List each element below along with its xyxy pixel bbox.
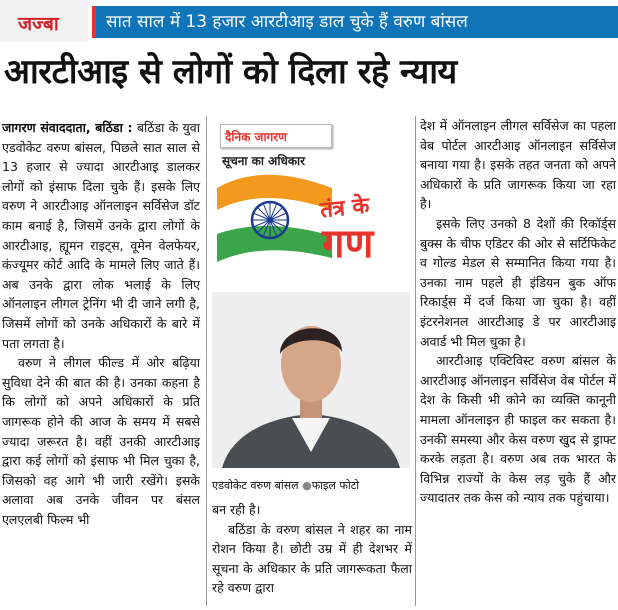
paragraph: वरुण ने लीगल फील्ड में ओर बढ़िया सुविधा देने की बात की है। उनका कहना है कि लोगों को अपने अधिकारों के प्रति जागरूक होने की आज के समय में सबसे ज्यादा जरूरत है। वहीं उनकी आरटीआइ द्वारा कई लोगों को इंसाफ भी मिल चुका है, जिसको वह आगे भी जारी रखेंगे। इसके अलावा अब उनके जीवन पर बंसल एलएलबी फिल्म भी	[2, 355, 200, 527]
kicker-bar	[92, 6, 618, 38]
section-tag: जज्बा	[0, 0, 88, 42]
top-strip	[0, 0, 618, 42]
byline: जागरण संवाददाता, बठिंडा :	[2, 120, 133, 135]
ashoka-chakra-icon	[252, 202, 288, 238]
paragraph: देश में ऑनलाइन लीगल सर्विसेज का पहला वेब पोर्टल आरटीआइ ऑनलाइन सर्विसेज बनाया गया है। इसके तहत जनता को अपने अधिकारों के प्रति जागरूक किया जा रहा है।	[420, 118, 616, 212]
photo-caption: एडवोकेट वरुण बांसल ●फाइल फोटो	[212, 479, 360, 492]
promo-title-main: गण	[322, 221, 374, 267]
column-3	[420, 116, 616, 508]
column-divider	[415, 116, 416, 606]
series-promo	[212, 118, 412, 278]
column-1	[2, 118, 200, 529]
paragraph: बन रही है।	[212, 502, 261, 517]
promo-subtitle: सूचना का अधिकार	[222, 154, 306, 168]
paragraph: बठिंडा के युवा एडवोकेट वरुण बांसल, पिछले सात साल से 13 हजार से ज्यादा आरटीआइ डालकर लोगों को इंसाफ दिला चुके हैं। इसके लिए वरुण ने आरटीआइ ऑनलाइन सर्विसेज डॉट काम बनाई है, जिसमें उनके द्वारा लोगों के आरटीआइ, ह्यूमन राइट्स, वूमेन वेलफेयर, कंज्यूमर कोर्ट आदि के मामले लिए जाते हैं। अब उनके द्वारा लोक भलाई के लिए ऑनलाइन लीगल ट्रेनिंग भी दी जाने लगी है, जिसमें लोगों को उनके अधिकारों के बारे में पता लगता है।	[2, 120, 200, 351]
kicker-text: सात साल में 13 हजार आरटीआइ डाल चुके हैं वरुण बांसल	[106, 12, 468, 32]
paragraph: इसके लिए उनको 8 देशों की रिकॉर्ड्स बुक्स के चीफ एडिटर की ओर से सर्टिफिकेट व गोल्ड मेडल से सम्मानित किया गया है। उनका नाम पहले ही इंडियन बुक ऑफ रिकार्ड्स में दर्ज किया जा चुका है। वहीं इंटरनेशनल आरटीआइ डे पर आरटीआइ अवार्ड भी मिल चुका है।	[420, 215, 616, 349]
paragraph: बठिंडा के वरुण बांसल ने शहर का नाम रोशन किया है। छोटी उम्र में ही देशभर में सूचना के अधिकार के प्रति जागरूकता फैला रहे वरुण द्वारा	[212, 521, 412, 596]
promo-title-top: तंत्र के	[318, 193, 371, 224]
headline: आरटीआइ से लोगों को दिला रहे न्याय	[4, 52, 457, 92]
tricolor-wave-icon	[212, 158, 412, 278]
column-divider	[206, 116, 207, 606]
portrait-photo	[212, 292, 410, 468]
paragraph: आरटीआइ एक्टिविस्ट वरुण बांसल के आरटीआइ ऑनलाइन सर्विसेज वेब पोर्टल में देश के किसी भी कोने का व्यक्ति कानूनी मामला ऑनलाइन ही फाइल कर सकता है। उनकी समस्या और केस वरुण खुद से ड्राफ्ट करके लड़ता है। वरुण अब तक भारत के विभिन्न राज्यों के केस लड़ चुके हैं और ज्यादातर तक केस को न्याय तक पहुंचाया।	[420, 353, 616, 506]
column-2	[212, 500, 412, 598]
newspaper-logo: दैनिक जागरण	[220, 124, 332, 148]
